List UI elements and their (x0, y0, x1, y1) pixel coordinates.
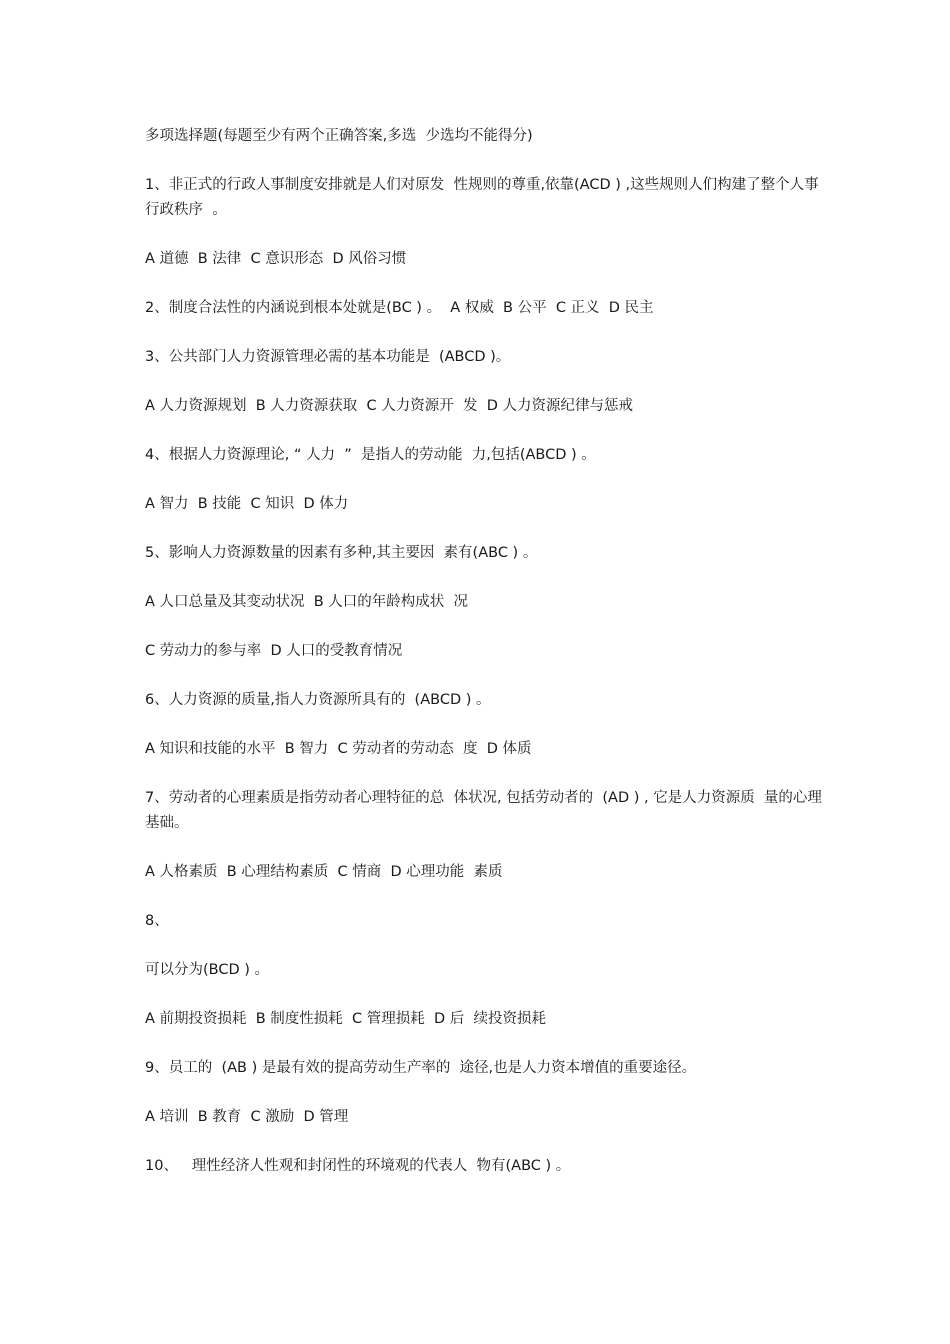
question-7-stem: 7、劳动者的心理素质是指劳动者心理特征的总 体状况, 包括劳动者的 (AD ) , 它是人力资源质 量的心理基础。 (145, 790, 822, 831)
question-9-options: A 培训 B 教育 C 激励 D 管理 (145, 1109, 349, 1125)
question-6-options: A 知识和技能的水平 B 智力 C 劳动者的劳动态 度 D 体质 (145, 741, 532, 757)
question-9-stem: 9、员工的 (AB ) 是最有效的提高劳动生产率的 途径,也是人力资本增值的重要途径。 (145, 1060, 697, 1076)
document-body (145, 124, 825, 1179)
question-6-stem: 6、人力资源的质量,指人力资源所具有的 (ABCD ) 。 (145, 692, 491, 708)
question-1-options: A 道德 B 法律 C 意识形态 D 风俗习惯 (145, 251, 407, 267)
question-3-options: A 人力资源规划 B 人力资源获取 C 人力资源开 发 D 人力资源纪律与惩戒 (145, 398, 633, 414)
question-7-options: A 人格素质 B 心理结构素质 C 情商 D 心理功能 素质 (145, 864, 503, 880)
question-8-options: A 前期投资损耗 B 制度性损耗 C 管理损耗 D 后 续投资损耗 (145, 1011, 546, 1027)
question-8-number: 8、 (145, 913, 169, 929)
question-2-stem: 2、制度合法性的内涵说到根本处就是(BC ) 。 A 权威 B 公平 C 正义 D 民主 (145, 300, 654, 316)
question-10-stem: 10、 理性经济人性观和封闭性的环境观的代表人 物有(ABC ) 。 (145, 1158, 571, 1174)
question-5-options-line-1: A 人口总量及其变动状况 B 人口的年龄构成状 况 (145, 594, 469, 610)
question-8-stem: 可以分为(BCD ) 。 (145, 962, 270, 978)
question-4-stem: 4、根据人力资源理论, “ 人力 ” 是指人的劳动能 力,包括(ABCD ) 。 (145, 447, 596, 463)
question-4-options: A 智力 B 技能 C 知识 D 体力 (145, 496, 349, 512)
question-5-options-line-2: C 劳动力的参与率 D 人口的受教育情况 (145, 643, 403, 659)
question-1-stem: 1、非正式的行政人事制度安排就是人们对原发 性规则的尊重,依靠(ACD ) ,这些规则人们构建了整个人事行政秩序 。 (145, 177, 819, 218)
question-3-stem: 3、公共部门人力资源管理必需的基本功能是 (ABCD )。 (145, 349, 511, 365)
question-5-stem: 5、影响人力资源数量的因素有多种,其主要因 素有(ABC ) 。 (145, 545, 538, 561)
section-heading: 多项选择题(每题至少有两个正确答案,多选 少选均不能得分) (145, 128, 533, 144)
